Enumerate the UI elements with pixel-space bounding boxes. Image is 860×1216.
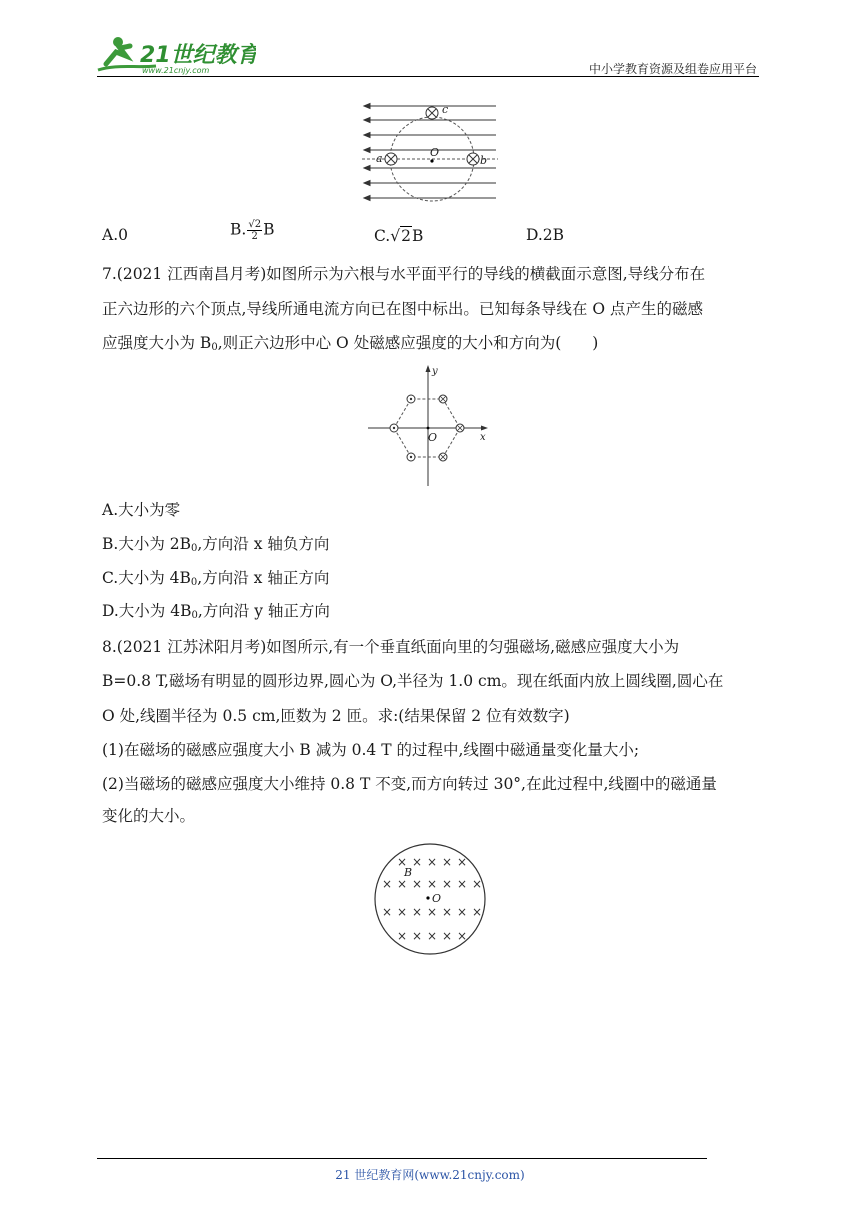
q6-option-b <box>230 219 274 242</box>
q6-option-b-prefix: B. <box>230 220 247 239</box>
q8-part2-line1: (2)当磁场的磁感应强度大小维持 0.8 T 不变,而方向转过 30°,在此过程中,线圈中的磁通量 <box>102 775 717 793</box>
site-logo <box>96 34 256 76</box>
fraction-denominator: 2 <box>251 231 258 242</box>
circular-field-figure <box>368 842 492 956</box>
field-cross-mark: × <box>471 877 483 891</box>
field-cross-mark: × <box>441 929 453 943</box>
q7-text-line1: 7.(2021 江西南昌月考)如图所示为六根与水平面平行的导线的横截面示意图,导线分布在 <box>102 265 706 283</box>
field-cross-mark: × <box>396 929 408 943</box>
field-cross-mark: × <box>381 905 393 919</box>
q6-option-c-suffix: B <box>412 227 424 245</box>
q7-option-d-part-b: ,方向沿 y 轴正方向 <box>197 602 330 620</box>
field-cross-mark: × <box>426 929 438 943</box>
field-cross-mark: × <box>381 877 393 891</box>
q7-option-b-part-b: ,方向沿 x 轴负方向 <box>197 535 330 553</box>
footer-divider <box>97 1158 707 1159</box>
field-cross-mark: × <box>396 877 408 891</box>
q6-option-a: A.0 <box>102 226 128 244</box>
field-cross-mark: × <box>456 877 468 891</box>
q7-option-b-subscript: 0 <box>191 543 198 554</box>
q8-text-line1: 8.(2021 江苏沭阳月考)如图所示,有一个垂直纸面向里的匀强磁场,磁感应强度大小为 <box>102 638 680 656</box>
q6-option-b-suffix: B <box>263 220 275 239</box>
field-cross-mark: × <box>456 905 468 919</box>
q7-option-a: A.大小为零 <box>102 501 181 519</box>
center-o-label: O <box>432 892 442 905</box>
q7-line3-part-a: 应强度大小为 B <box>102 334 212 352</box>
axis-y-label: y <box>432 366 438 377</box>
origin-label: O <box>428 431 438 444</box>
field-cross-mark: × <box>411 877 423 891</box>
field-cross-mark: × <box>456 855 468 869</box>
field-cross-mark: × <box>456 929 468 943</box>
q6-option-c: C.√2B <box>374 227 424 245</box>
q7-text-line3 <box>102 333 598 358</box>
q7-option-c-subscript: 0 <box>190 577 198 588</box>
field-cross-mark: × <box>426 905 438 919</box>
q6-option-c-prefix: C. <box>374 227 391 245</box>
axis-x-label: x <box>480 432 486 443</box>
label-b: b <box>480 154 488 167</box>
q7-option-d-part-a: D.大小为 4B <box>102 602 192 620</box>
field-cross-mark: × <box>471 905 483 919</box>
field-cross-mark: × <box>441 905 453 919</box>
runner-logo-icon <box>96 34 256 76</box>
platform-title: 中小学教育资源及组卷应用平台 <box>588 62 757 76</box>
q7-option-c-part-b: ,方向沿 x 轴正方向 <box>197 569 330 587</box>
field-cross-mark: × <box>396 905 408 919</box>
q6-option-c-radicand: 2 <box>401 227 411 245</box>
q8-part1: (1)在磁场的磁感应强度大小 B 减为 0.4 T 的过程中,线圈中磁通量变化量大小; <box>102 741 640 759</box>
field-lines-figure <box>360 98 500 210</box>
fraction-numerator: √2 <box>248 219 262 230</box>
header-divider <box>97 76 759 77</box>
field-cross-mark: × <box>441 877 453 891</box>
q7-option-b <box>102 534 329 559</box>
field-cross-mark: × <box>411 905 423 919</box>
field-cross-mark: × <box>411 855 423 869</box>
logo-url: www.21cnjy.com <box>142 66 210 75</box>
label-c: c <box>442 103 449 116</box>
q8-text-line2: B=0.8 T,磁场有明显的圆形边界,圆心为 O,半径为 1.0 cm。现在纸面内放上圆线圈,圆心在 <box>102 672 724 690</box>
footer-link[interactable]: 21 世纪教育网(www.21cnjy.com) <box>335 1168 525 1182</box>
field-cross-mark: × <box>441 855 453 869</box>
hexagon-wires-figure <box>364 362 492 488</box>
q7-option-c <box>102 568 329 593</box>
q7-option-b-part-a: B.大小为 2B <box>102 535 191 553</box>
q7-option-d <box>102 601 330 626</box>
field-b-label: B <box>404 866 413 879</box>
field-cross-mark: × <box>411 929 423 943</box>
q7-line3-part-b: ,则正六边形中心 O 处磁感应强度的大小和方向为( ) <box>217 334 599 352</box>
q7-option-d-subscript: 0 <box>191 610 198 621</box>
q7-text-line2: 正六边形的六个顶点,导线所通电流方向已在图中标出。已知每条导线在 O 点产生的磁感 <box>102 300 703 318</box>
label-o: O <box>430 146 440 159</box>
field-cross-mark: × <box>426 877 438 891</box>
label-a: a <box>376 152 383 165</box>
field-cross-mark: × <box>396 855 408 869</box>
q8-text-line3: O 处,线圈半径为 0.5 cm,匝数为 2 匝。求:(结果保留 2 位有效数字) <box>102 707 570 725</box>
q8-part2-line2: 变化的大小。 <box>102 807 196 825</box>
q7-option-c-part-a: C.大小为 4B <box>102 569 191 587</box>
q6-option-b-fraction <box>247 219 262 242</box>
q6-option-d: D.2B <box>526 226 565 244</box>
field-cross-mark: × <box>426 855 438 869</box>
q7-line3-subscript: 0 <box>211 342 218 353</box>
logo-text: 21世纪教育 <box>140 43 256 68</box>
